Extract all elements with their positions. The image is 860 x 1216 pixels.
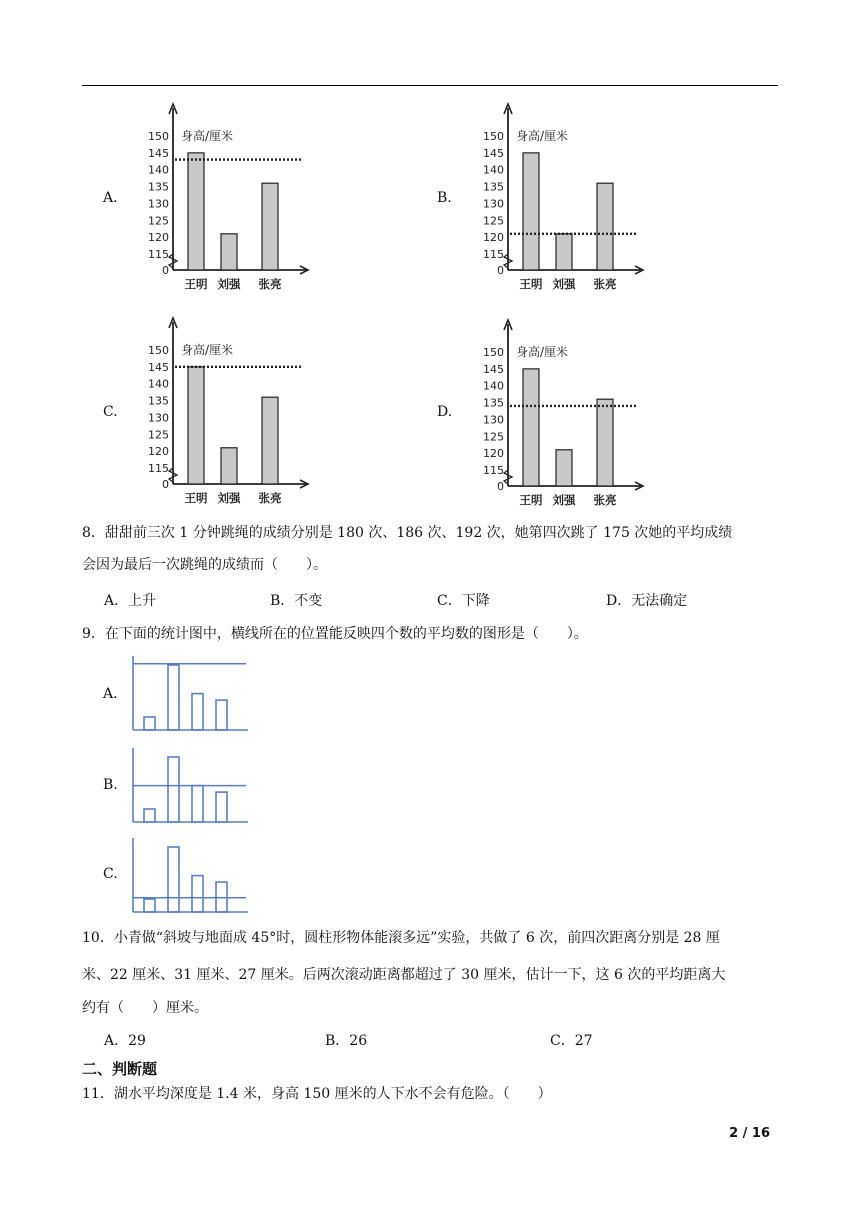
- blue-chart-a-svg: [128, 654, 253, 734]
- x-tick-label: 王明: [184, 491, 208, 505]
- y-tick-label: 150: [483, 346, 504, 359]
- y-tick-label: 140: [483, 163, 504, 177]
- y-tick-label: 145: [148, 360, 169, 374]
- height-chart-c: [140, 312, 320, 512]
- x-tick-label: 王明: [519, 277, 543, 291]
- bar: [192, 876, 203, 912]
- y-axis-title: 身高/厘米: [516, 345, 569, 359]
- q9-option-c: C.: [103, 866, 118, 882]
- question-9-stem: 9．在下面的统计图中，横线所在的位置能反映四个数的平均数的图形是（ ）。: [82, 626, 588, 642]
- bar-王明: [523, 153, 539, 270]
- y-tick-label: 125: [148, 428, 169, 442]
- height-chart-a-svg: [140, 98, 320, 298]
- blue-chart-a: [128, 654, 253, 734]
- bar-王明: [188, 153, 204, 270]
- bar: [216, 792, 227, 822]
- y-tick-label: 120: [483, 447, 504, 461]
- y-tick-label: 150: [148, 130, 169, 143]
- y-tick-label: 140: [148, 163, 169, 177]
- x-tick-label: 张亮: [258, 491, 282, 505]
- q8-option-b: B．不变: [270, 593, 323, 609]
- q10-option-b: B．26: [325, 1033, 368, 1049]
- question-11: 11．湖水平均深度是 1.4 米，身高 150 厘米的人下水不会有危险。（ ）: [82, 1086, 552, 1102]
- bar-刘强: [221, 234, 237, 270]
- bar-张亮: [597, 183, 613, 270]
- y-tick-label: 150: [483, 130, 504, 143]
- y-tick-label: 125: [483, 214, 504, 228]
- option-label-7d: D.: [437, 404, 453, 420]
- blue-chart-c-svg: [128, 836, 253, 916]
- bar-王明: [523, 369, 539, 486]
- question-8-line1: 8．甜甜前三次 1 分钟跳绳的成绩分别是 180 次、186 次、192 次，她第四次跳了 175 次她的平均成绩: [82, 525, 733, 541]
- q8-option-c: C．下降: [437, 593, 490, 609]
- q8-option-a: A．上升: [104, 593, 157, 609]
- y-tick-label: 120: [148, 445, 169, 459]
- q10-option-a: A．29: [104, 1033, 146, 1049]
- y-axis-title: 身高/厘米: [181, 343, 234, 357]
- q8-option-d: D．无法确定: [606, 593, 688, 609]
- y-tick-label: 0: [497, 264, 504, 277]
- x-tick-label: 刘强: [552, 277, 576, 291]
- x-tick-label: 刘强: [552, 493, 576, 507]
- y-tick-label: 140: [148, 377, 169, 391]
- height-chart-c-svg: [140, 312, 320, 512]
- height-chart-b: [475, 98, 655, 298]
- x-tick-label: 张亮: [593, 277, 617, 291]
- y-tick-label: 135: [148, 394, 169, 408]
- y-axis-title: 身高/厘米: [516, 129, 569, 143]
- section-title-judgement: 二、判断题: [82, 1060, 158, 1078]
- y-tick-label: 130: [483, 197, 504, 211]
- height-chart-d-svg: [475, 314, 655, 514]
- option-label-7b: B.: [437, 190, 452, 206]
- bar-刘强: [221, 448, 237, 484]
- height-chart-a: [140, 98, 320, 298]
- height-chart-d: [475, 314, 655, 514]
- y-tick-label: 135: [483, 396, 504, 410]
- bar: [192, 786, 203, 822]
- y-tick-label: 130: [148, 411, 169, 425]
- blue-chart-b: [128, 746, 253, 826]
- height-chart-b-svg: [475, 98, 655, 298]
- bar-张亮: [597, 399, 613, 486]
- question-10-line3: 约有（ ）厘米。: [82, 1000, 208, 1016]
- y-tick-label: 0: [162, 264, 169, 277]
- y-tick-label: 120: [148, 231, 169, 245]
- y-tick-label: 0: [162, 478, 169, 491]
- y-tick-label: 0: [497, 480, 504, 493]
- y-tick-label: 145: [483, 146, 504, 160]
- y-tick-label: 145: [483, 362, 504, 376]
- y-tick-label: 115: [483, 464, 504, 477]
- bar: [144, 899, 155, 912]
- option-label-7a: A.: [103, 190, 118, 206]
- x-tick-label: 王明: [519, 493, 543, 507]
- y-tick-label: 130: [483, 413, 504, 427]
- x-tick-label: 刘强: [217, 277, 241, 291]
- y-tick-label: 115: [148, 462, 169, 475]
- header-rule: [82, 85, 778, 86]
- y-tick-label: 150: [148, 344, 169, 357]
- bar: [168, 665, 179, 730]
- y-tick-label: 135: [483, 180, 504, 194]
- x-tick-label: 张亮: [593, 493, 617, 507]
- y-tick-label: 125: [483, 430, 504, 444]
- bar-张亮: [262, 397, 278, 484]
- blue-chart-c: [128, 836, 253, 916]
- page-number: 2 / 16: [729, 1126, 770, 1141]
- q10-option-c: C．27: [550, 1033, 593, 1049]
- blue-chart-b-svg: [128, 746, 253, 826]
- y-tick-label: 145: [148, 146, 169, 160]
- question-10-line1: 10．小青做“斜坡与地面成 45°时，圆柱形物体能滚多远”实验，共做了 6 次，前四次距离分别是 28 厘: [82, 930, 720, 946]
- question-10-line2: 米、22 厘米、31 厘米、27 厘米。后两次滚动距离都超过了 30 厘米，估计一下，这 6 次的平均距离大: [82, 967, 726, 983]
- q9-option-a: A.: [103, 686, 118, 702]
- bar: [168, 757, 179, 822]
- y-tick-label: 135: [148, 180, 169, 194]
- y-tick-label: 140: [483, 379, 504, 393]
- y-tick-label: 115: [483, 248, 504, 261]
- bar-刘强: [556, 234, 572, 270]
- question-8-line2: 会因为最后一次跳绳的成绩而（ ）。: [82, 557, 327, 573]
- x-tick-label: 王明: [184, 277, 208, 291]
- y-tick-label: 125: [148, 214, 169, 228]
- bar-张亮: [262, 183, 278, 270]
- bar: [144, 809, 155, 822]
- q9-option-b: B.: [103, 777, 118, 793]
- bar: [144, 717, 155, 730]
- bar: [216, 700, 227, 730]
- bar-王明: [188, 367, 204, 484]
- bar: [168, 847, 179, 912]
- y-tick-label: 120: [483, 231, 504, 245]
- y-axis-title: 身高/厘米: [181, 129, 234, 143]
- y-tick-label: 115: [148, 248, 169, 261]
- x-tick-label: 张亮: [258, 277, 282, 291]
- bar: [192, 694, 203, 730]
- x-tick-label: 刘强: [217, 491, 241, 505]
- option-label-7c: C.: [103, 404, 118, 420]
- bar-刘强: [556, 450, 572, 486]
- y-tick-label: 130: [148, 197, 169, 211]
